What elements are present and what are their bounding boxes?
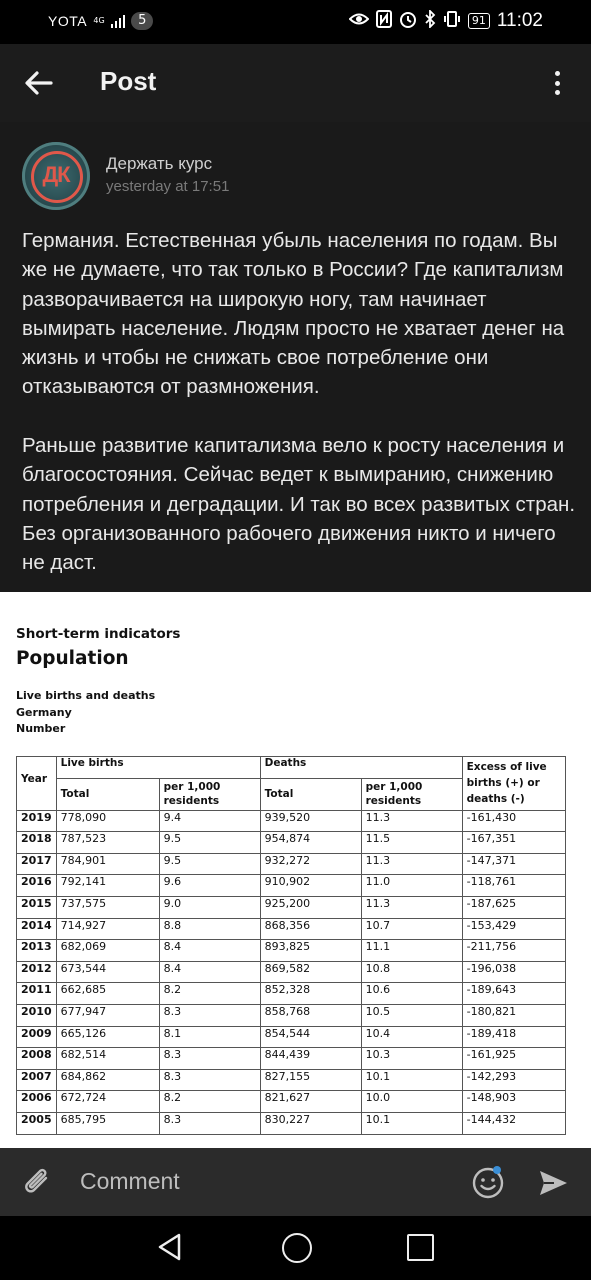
cell-births-total: 677,947	[56, 1004, 159, 1026]
cell-deaths-total: 868,356	[260, 918, 361, 940]
cell-excess: -144,432	[462, 1112, 565, 1134]
cell-births-total: 784,901	[56, 853, 159, 875]
cell-births-per-1000: 8.4	[159, 940, 260, 962]
table-row	[17, 853, 566, 875]
table-row	[17, 896, 566, 918]
cell-births-total: 665,126	[56, 1026, 159, 1048]
cell-year: 2005	[17, 1112, 57, 1134]
recents-square-icon[interactable]	[407, 1234, 434, 1261]
cell-excess: -161,430	[462, 810, 565, 832]
cell-excess: -196,038	[462, 961, 565, 983]
cell-births-total: 685,795	[56, 1112, 159, 1134]
comment-bar	[0, 1148, 591, 1216]
table-body	[17, 810, 566, 1134]
table-row	[17, 810, 566, 832]
header-deaths: Deaths	[260, 757, 462, 779]
emoji-icon[interactable]	[470, 1164, 506, 1200]
header-births-per-1000: per 1,000 residents	[159, 778, 260, 810]
table-row	[17, 832, 566, 854]
table-row	[17, 1048, 566, 1070]
cell-deaths-per-1000: 10.1	[361, 1069, 462, 1091]
post-card	[0, 122, 591, 592]
cell-births-per-1000: 8.8	[159, 918, 260, 940]
cell-deaths-total: 869,582	[260, 961, 361, 983]
cell-births-total: 792,141	[56, 875, 159, 897]
cell-excess: -161,925	[462, 1048, 565, 1070]
app-bar	[0, 44, 591, 122]
cell-deaths-per-1000: 10.3	[361, 1048, 462, 1070]
cell-births-per-1000: 9.5	[159, 853, 260, 875]
cell-deaths-total: 939,520	[260, 810, 361, 832]
meta-line: Live births and deaths	[16, 689, 156, 702]
cell-deaths-per-1000: 11.3	[361, 810, 462, 832]
cell-births-total: 737,575	[56, 896, 159, 918]
cell-deaths-per-1000: 10.0	[361, 1091, 462, 1113]
vibrate-icon	[443, 10, 461, 32]
meta-line: Number	[16, 722, 66, 735]
image-title: Population	[16, 648, 129, 669]
cell-excess: -118,761	[462, 875, 565, 897]
notification-count-badge: 5	[131, 12, 153, 30]
table-row	[17, 1112, 566, 1134]
cell-deaths-total: 830,227	[260, 1112, 361, 1134]
cell-deaths-total: 910,902	[260, 875, 361, 897]
cell-births-per-1000: 8.4	[159, 961, 260, 983]
carrier-name: YOTA	[48, 13, 88, 29]
cell-births-per-1000: 8.2	[159, 1091, 260, 1113]
arrow-left-icon[interactable]	[22, 66, 56, 100]
cell-excess: -211,756	[462, 940, 565, 962]
cell-excess: -167,351	[462, 832, 565, 854]
cell-deaths-per-1000: 10.1	[361, 1112, 462, 1134]
cell-year: 2008	[17, 1048, 57, 1070]
cell-deaths-total: 844,439	[260, 1048, 361, 1070]
cell-births-total: 682,069	[56, 940, 159, 962]
table-row	[17, 983, 566, 1005]
header-births-total: Total	[56, 778, 159, 810]
cell-deaths-per-1000: 11.1	[361, 940, 462, 962]
alarm-icon	[399, 10, 417, 32]
cell-excess: -189,418	[462, 1026, 565, 1048]
cell-births-per-1000: 8.3	[159, 1048, 260, 1070]
cell-year: 2010	[17, 1004, 57, 1026]
header-live-births: Live births	[56, 757, 260, 779]
table-row	[17, 940, 566, 962]
send-icon[interactable]	[536, 1166, 570, 1200]
home-circle-icon[interactable]	[282, 1233, 312, 1263]
post-body	[22, 226, 577, 607]
cell-deaths-total: 932,272	[260, 853, 361, 875]
cell-deaths-total: 954,874	[260, 832, 361, 854]
cell-deaths-total: 858,768	[260, 1004, 361, 1026]
cell-births-total: 662,685	[56, 983, 159, 1005]
attached-image[interactable]	[0, 592, 591, 1148]
cell-births-total: 684,862	[56, 1069, 159, 1091]
cell-excess: -187,625	[462, 896, 565, 918]
cell-deaths-per-1000: 10.7	[361, 918, 462, 940]
cell-deaths-per-1000: 10.5	[361, 1004, 462, 1026]
cell-year: 2016	[17, 875, 57, 897]
cell-year: 2015	[17, 896, 57, 918]
cell-year: 2006	[17, 1091, 57, 1113]
cell-year: 2012	[17, 961, 57, 983]
post-paragraph: Раньше развитие капитализма вело к росту населения и благосостояния. Сейчас ведет к вымиранию, снижению потребления и деградации. И так во всех развитых стран. Без организованного рабочего движения никто и ничего не даст.	[22, 434, 576, 575]
author-name[interactable]: Держать курс	[106, 154, 213, 173]
cell-year: 2011	[17, 983, 57, 1005]
cell-births-total: 673,544	[56, 961, 159, 983]
clock: 11:02	[496, 10, 543, 31]
cell-births-total: 672,724	[56, 1091, 159, 1113]
cell-excess: -148,903	[462, 1091, 565, 1113]
cell-deaths-per-1000: 10.4	[361, 1026, 462, 1048]
cell-excess: -142,293	[462, 1069, 565, 1091]
cell-births-per-1000: 9.6	[159, 875, 260, 897]
cell-year: 2009	[17, 1026, 57, 1048]
table-row	[17, 875, 566, 897]
image-meta	[16, 688, 155, 738]
cell-excess: -189,643	[462, 983, 565, 1005]
cell-deaths-per-1000: 11.5	[361, 832, 462, 854]
cell-year: 2007	[17, 1069, 57, 1091]
cell-births-per-1000: 9.5	[159, 832, 260, 854]
battery-icon: 91	[468, 13, 490, 29]
cell-year: 2014	[17, 918, 57, 940]
table-row	[17, 918, 566, 940]
header-deaths-per-1000: per 1,000 residents	[361, 778, 462, 810]
avatar[interactable]	[22, 142, 90, 210]
nfc-icon	[376, 10, 392, 32]
population-table	[16, 756, 566, 1135]
cell-excess: -153,429	[462, 918, 565, 940]
cell-year: 2019	[17, 810, 57, 832]
comment-input[interactable]: Comment	[80, 1168, 180, 1194]
table-row	[17, 1004, 566, 1026]
image-kicker: Short-term indicators	[16, 626, 181, 642]
cell-births-per-1000: 8.3	[159, 1004, 260, 1026]
cell-births-per-1000: 8.1	[159, 1026, 260, 1048]
cell-deaths-total: 827,155	[260, 1069, 361, 1091]
cell-births-per-1000: 9.4	[159, 810, 260, 832]
status-right	[349, 10, 543, 32]
header-deaths-total: Total	[260, 778, 361, 810]
back-triangle-icon[interactable]	[155, 1232, 185, 1262]
paperclip-icon[interactable]	[22, 1166, 56, 1200]
cell-births-per-1000: 8.3	[159, 1069, 260, 1091]
eye-icon	[349, 11, 369, 31]
cell-births-total: 682,514	[56, 1048, 159, 1070]
meta-line: Germany	[16, 705, 72, 719]
table-header-row	[17, 757, 566, 779]
cell-births-total: 787,523	[56, 832, 159, 854]
avatar-initials: ДК	[42, 162, 70, 187]
table-row	[17, 961, 566, 983]
cell-deaths-per-1000: 10.6	[361, 983, 462, 1005]
cell-births-total: 778,090	[56, 810, 159, 832]
cell-deaths-per-1000: 10.8	[361, 961, 462, 983]
cell-excess: -180,821	[462, 1004, 565, 1026]
cell-deaths-total: 821,627	[260, 1091, 361, 1113]
cell-deaths-per-1000: 11.0	[361, 875, 462, 897]
system-nav-bar	[0, 1216, 591, 1280]
cell-year: 2017	[17, 853, 57, 875]
table-row	[17, 1026, 566, 1048]
header-excess: Excess of live births (+) or deaths (-)	[462, 757, 565, 811]
cell-deaths-total: 852,328	[260, 983, 361, 1005]
header-year: Year	[17, 757, 57, 811]
cell-births-per-1000: 9.0	[159, 896, 260, 918]
table-row	[17, 1091, 566, 1113]
cell-excess: -147,371	[462, 853, 565, 875]
cell-deaths-total: 925,200	[260, 896, 361, 918]
cell-deaths-total: 854,544	[260, 1026, 361, 1048]
cell-deaths-total: 893,825	[260, 940, 361, 962]
cell-deaths-per-1000: 11.3	[361, 853, 462, 875]
status-bar	[0, 0, 591, 44]
table-row	[17, 1069, 566, 1091]
cell-year: 2013	[17, 940, 57, 962]
post-timestamp: yesterday at 17:51	[106, 178, 230, 195]
status-left	[48, 12, 153, 30]
cell-births-per-1000: 8.3	[159, 1112, 260, 1134]
signal-icon	[111, 14, 125, 28]
cell-year: 2018	[17, 832, 57, 854]
more-vertical-icon[interactable]	[545, 68, 569, 98]
network-type: 4G	[93, 16, 105, 25]
post-paragraph: Германия. Естественная убыль населения по годам. Вы же не думаете, что так только в России? Где капитализм разворачивается на широкую ногу, там начинает вымирать население. Людям просто не хватает денег на жизнь и чтобы не снижать свое потребление они отказываются от размножения.	[22, 229, 565, 399]
bluetooth-icon	[424, 10, 436, 32]
cell-births-total: 714,927	[56, 918, 159, 940]
cell-deaths-per-1000: 11.3	[361, 896, 462, 918]
page-title: Post	[100, 66, 157, 96]
cell-births-per-1000: 8.2	[159, 983, 260, 1005]
